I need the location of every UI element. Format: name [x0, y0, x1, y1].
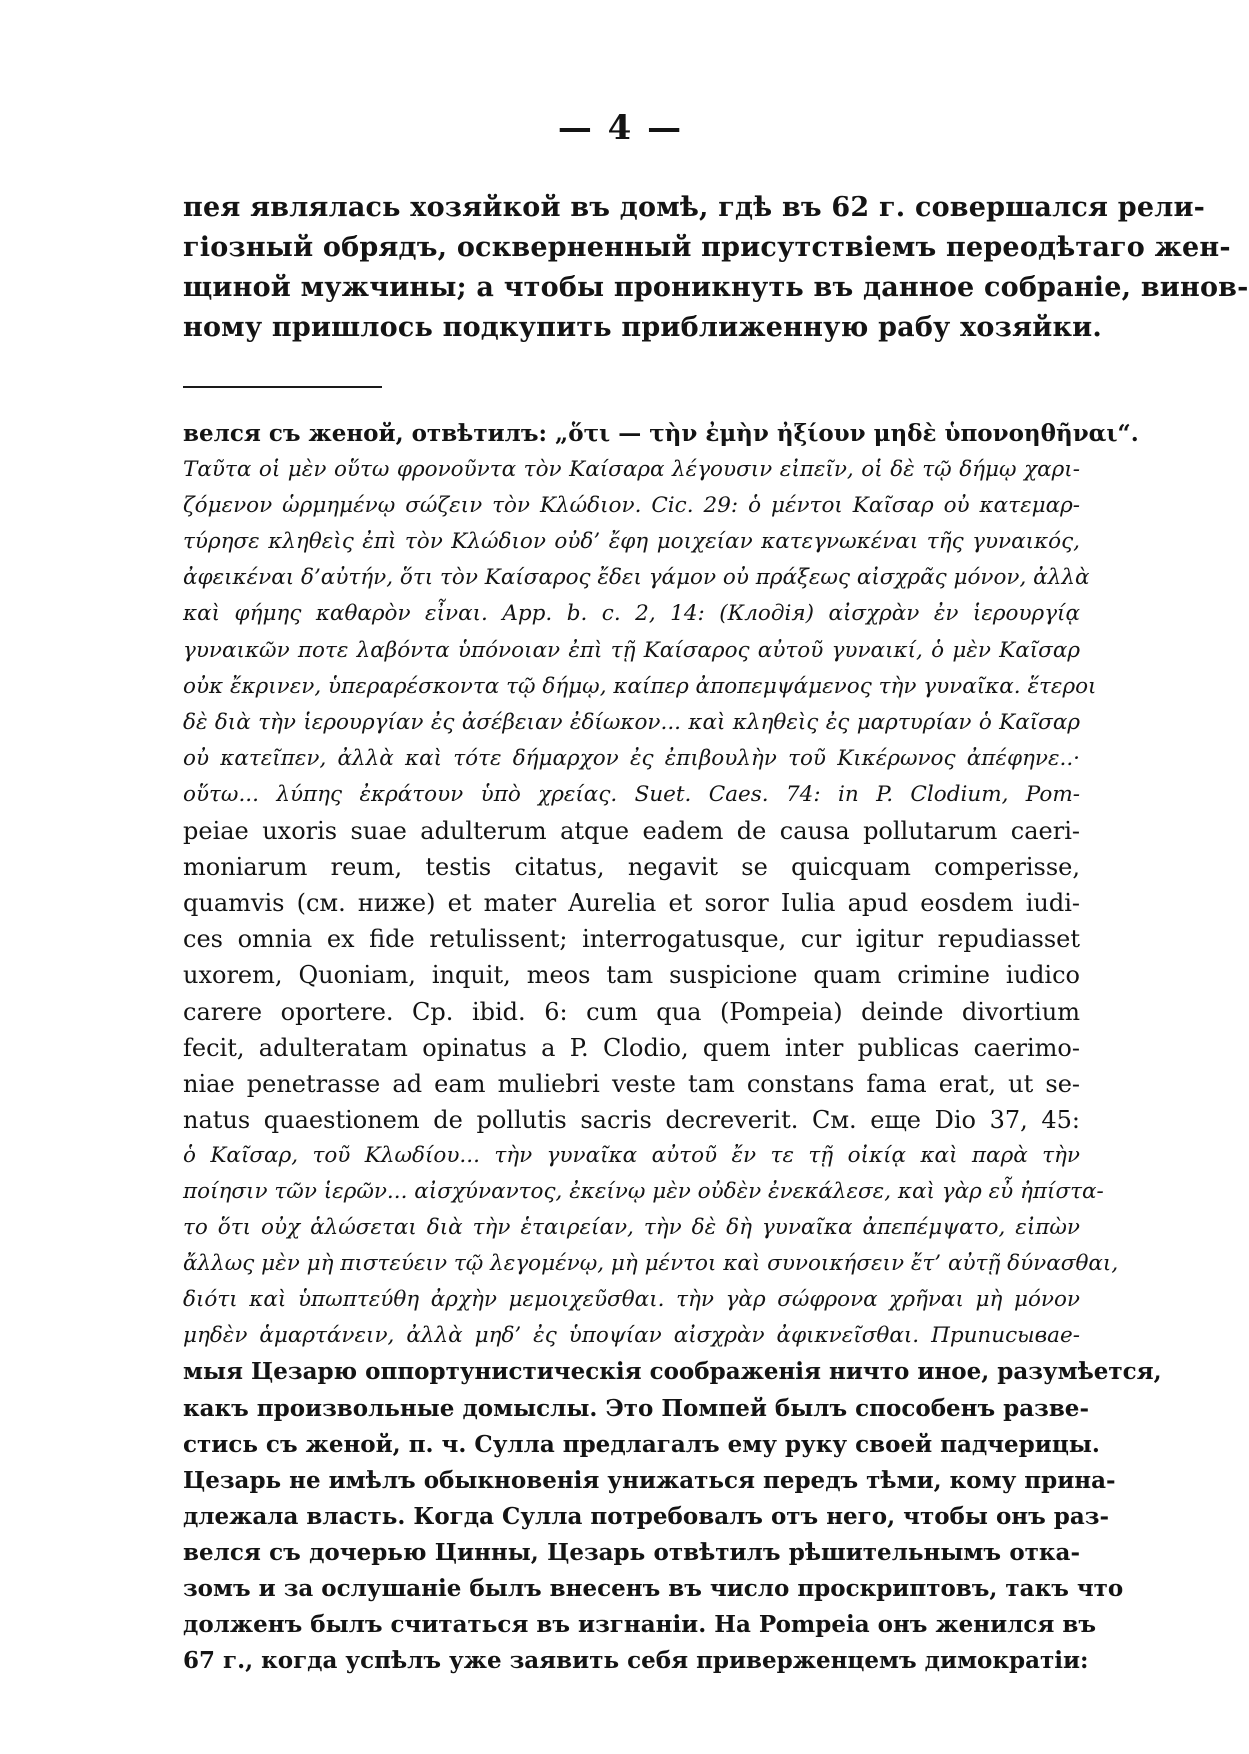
footnote-line: το ὅτι οὐχ ἁλώσεται διὰ τὴν ἑταιρείαν, τὴν δὲ δὴ γυναῖκα ἀπεπέμψατο, εἰπὼν [183, 1215, 1080, 1241]
footnote-separator-rule [183, 386, 382, 388]
footnote-line: какъ произвольные домыслы. Это Помпей былъ способенъ разве- [183, 1394, 1089, 1422]
footnote-line: зомъ и за ослушаніе былъ внесенъ въ число проскриптовъ, такъ что [183, 1575, 1124, 1602]
footnote-line: natus quaestionem de pollutis sacris decreverit. См. еще Dio 37, 45: [183, 1105, 1080, 1134]
footnote-line: γυναικῶν ποτε λαβόντα ὑπόνοιαν ἐπὶ τῇ Καίσαρος αὐτοῦ γυναικί, ὁ μὲν Καῖσαρ [183, 637, 1080, 663]
footnote-line: велся съ дочерью Цинны, Цезарь отвѣтилъ рѣшительнымъ отка- [183, 1538, 1080, 1566]
footnote-line: niae penetrasse ad eam muliebri veste tam constans fama erat, ut se- [183, 1069, 1080, 1098]
main-text-line: щиной мужчины; а чтобы проникнуть въ данное собраніе, винов- [183, 272, 1249, 303]
footnote-line: ἀφεικέναι δ’αὐτήν, ὅτι τὸν Καίσαρος ἔδει γάμον οὐ πράξεως αἰσχρᾶς μόνον, ἀλλὰ [183, 565, 1090, 591]
footnote-line: ζόμενον ὡρμημένῳ σώζειν τὸν Κλώδιον. Cic. 29: ὁ μέντοι Καῖσαρ οὐ κατεμαρ- [183, 493, 1080, 519]
footnote-line: долженъ былъ считаться въ изгнаніи. На Pompeia онъ женился въ [183, 1611, 1097, 1639]
footnote-line: велся съ женой, отвѣтилъ: „ὅτι — τὴν ἐμὴν ἠξίουν μηδὲ ὑπονοηθῆναι“. [183, 420, 1139, 447]
footnote-line: uxorem, Quoniam, inquit, meos tam suspicione quam crimine iudico [183, 961, 1080, 990]
footnote-line: ces omnia ex fide retulissent; interrogatusque, cur igitur repudiasset [183, 925, 1080, 954]
footnote-line: δὲ διὰ τὴν ἱερουργίαν ἐς ἀσέβειαν ἐδίωκον... καὶ κληθεὶς ἐς μαρτυρίαν ὁ Καῖσαρ [183, 709, 1080, 735]
page-number: — 4 — [557, 108, 684, 148]
main-text-line: ному пришлось подкупить приближенную рабу хозяйки. [183, 312, 1102, 343]
footnote-line: οὐ κατεῖπεν, ἀλλὰ καὶ τότε δήμαρχον ἐς ἐπιβουλὴν τοῦ Κικέρωνος ἀπέφηνε..· [183, 745, 1080, 771]
footnote-line: peiae uxoris suae adulterum atque eadem de causa pollutarum caeri- [183, 817, 1080, 846]
main-text [183, 188, 1249, 348]
main-text-line: гіозный обрядъ, оскверненный присутствіемъ переодѣтаго жен- [183, 232, 1231, 263]
footnote-line: moniarum reum, testis citatus, negavit se quicquam comperisse, [183, 853, 1080, 882]
main-text-line: пея являлась хозяйкой въ домѣ, гдѣ въ 62 г. совершался рели- [183, 192, 1206, 223]
footnote-line: 67 г., когда успѣлъ уже заявить себя приверженцемъ димократіи: [183, 1647, 1089, 1675]
footnote-line: fecit, adulteratam opinatus a P. Clodio, quem inter publicas caerimo- [183, 1033, 1080, 1062]
footnote-line: стись съ женой, п. ч. Сулла предлагалъ ему руку своей падчерицы. [183, 1430, 1100, 1458]
footnote-line: διότι καὶ ὑπωπτεύθη ἀρχὴν μεμοιχεῦσθαι. τὴν γὰρ σώφρονα χρῆναι μὴ μόνον [183, 1287, 1080, 1313]
footnote-line: οὕτω... λύπης ἐκράτουν ὑπὸ χρείας. Suet. Caes. 74: in P. Clodium, Pom- [183, 781, 1080, 807]
footnote-line: τύρησε κληθεὶς ἐπὶ τὸν Κλώδιον οὐδ’ ἔφη μοιχείαν κατεγνωκέναι τῆς γυναικός, [183, 529, 1080, 555]
footnote-line: ὁ Καῖσαρ, τοῦ Κλωδίου... τὴν γυναῖκα αὐτοῦ ἔν τε τῇ οἰκίᾳ καὶ παρὰ τὴν [183, 1142, 1080, 1168]
footnote-line: длежала власть. Когда Сулла потребовалъ отъ него, чтобы онъ раз- [183, 1502, 1109, 1530]
footnote-line: Ταῦτα οἱ μὲν οὕτω φρονοῦντα τὸν Καίσαρα λέγουσιν εἰπεῖν, οἱ δὲ τῷ δήμῳ χαρι- [183, 457, 1080, 483]
footnote-line: ποίησιν τῶν ἱερῶν... αἰσχύναντος, ἐκείνῳ μὲν οὐδὲν ἐνεκάλεσε, καὶ γὰρ εὖ ἠπίστα- [183, 1178, 1104, 1204]
footnote-line: ἄλλως μὲν μὴ πιστεύειν τῷ λεγομένῳ, μὴ μέντοι καὶ συνοικήσειν ἔτ’ αὐτῇ δύνασθαι, [183, 1251, 1119, 1277]
footnote-line: мыя Цезарю оппортунистическія соображенія ничто иное, разумѣется, [183, 1358, 1162, 1386]
footnote-line: Цезарь не имѣлъ обыкновенія унижаться передъ тѣми, кому прина- [183, 1466, 1116, 1494]
footnote-line: οὐκ ἔκρινεν, ὑπεραρέσκοντα τῷ δήμῳ, καίπερ ἀποπεμψάμενος τὴν γυναῖκα. ἕτεροι [183, 673, 1097, 699]
footnote-line: quamvis (см. ниже) et mater Aurelia et soror Iulia apud eosdem iudi- [183, 889, 1080, 918]
footnote-line: καὶ φήμης καθαρὸν εἶναι. App. b. c. 2, 14: (Клодія) αἰσχρὰν ἐν ἱερουργίᾳ [183, 601, 1080, 627]
footnote-line: carere oportere. Cp. ibid. 6: cum qua (Pompeia) deinde divortium [183, 997, 1080, 1026]
footnote [183, 416, 1162, 1679]
footnote-line: μηδὲν ἁμαρτάνειν, ἀλλὰ μηδ’ ἐς ὑποψίαν αἰσχρὰν ἀφικνεῖσθαι. Приписывае- [183, 1323, 1080, 1349]
